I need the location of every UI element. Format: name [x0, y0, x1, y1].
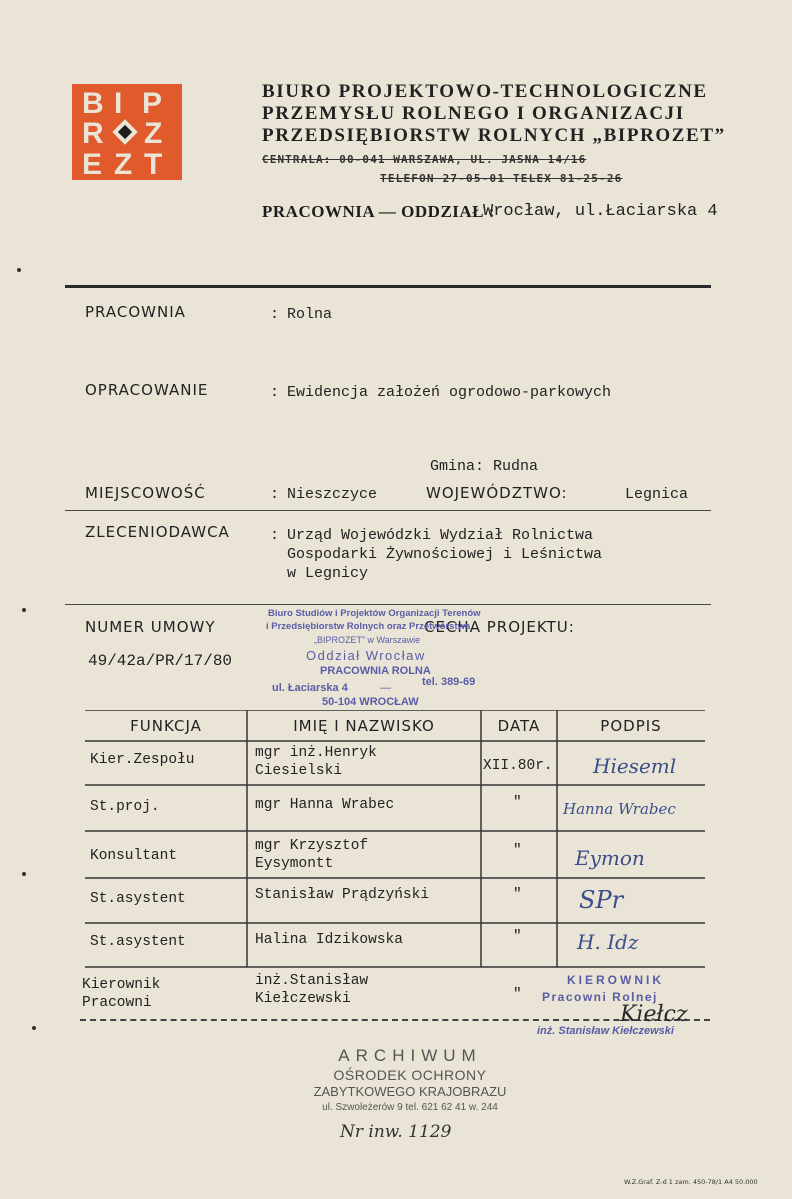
signature: SPr: [579, 886, 624, 914]
stamp-line: PRACOWNIA ROLNA: [320, 665, 431, 677]
kierownik-name: inż.Stanisław Kiełczewski: [255, 973, 369, 1007]
divider: [65, 285, 711, 288]
colon: :: [270, 384, 280, 401]
colon: :: [270, 306, 280, 323]
wojewodztwo-label: WOJEWÓDZTWO:: [426, 484, 568, 502]
stamp-line: Oddział Wrocław: [306, 648, 426, 663]
kierownik-stamp-name: inż. Stanisław Kiełczewski: [537, 1025, 674, 1037]
col-header-podpis: PODPIS: [600, 717, 662, 735]
col-header-funkcja: FUNKCJA: [130, 717, 202, 735]
stamp-line: —: [380, 682, 391, 694]
stamp-line: Biuro Studiów i Projektów Organizacji Terenów: [268, 608, 481, 619]
svg-text:T: T: [144, 148, 163, 180]
punch-dot: [22, 872, 26, 876]
stamp-line: i Przedsiębiorstw Rolnych oraz Przetwórstwa: [266, 621, 471, 632]
table-row-data: ": [513, 843, 522, 859]
staff-table: [85, 710, 705, 968]
table-row-data: ": [513, 887, 522, 903]
svg-text:P: P: [142, 87, 163, 120]
kierownik-signature: Kiełcz: [620, 1002, 688, 1027]
svg-text:Z: Z: [114, 148, 133, 180]
stamp-line: 50-104 WROCŁAW: [322, 696, 419, 708]
miejscowosc-label: MIEJSCOWOŚĆ: [85, 484, 206, 502]
svg-text:R: R: [82, 117, 104, 150]
table-row-funkcja: Konsultant: [90, 848, 178, 864]
branch-label: PRACOWNIA — ODDZIAŁ :: [262, 202, 495, 221]
zleceniodawca-line-2: Gospodarki Żywnościowej i Leśnictwa: [287, 546, 603, 563]
kierownik-label: Kierownik: [82, 977, 161, 993]
table-row-data: XII.80r.: [483, 758, 553, 774]
biprozet-logo: [72, 84, 182, 180]
opracowanie-value: Ewidencja założeń ogrodowo-parkowych: [287, 384, 612, 401]
umowa-label: NUMER UMOWY: [85, 618, 216, 636]
svg-text:Z: Z: [144, 117, 163, 150]
table-row-data: ": [513, 795, 522, 811]
pracownia-label: PRACOWNIA: [85, 303, 186, 321]
inventory-number: Nr inw. 1129: [340, 1122, 452, 1142]
colon: :: [270, 527, 280, 544]
kierownik-data: ": [513, 987, 522, 1003]
table-row-name: mgr inż.Henryk Ciesielski: [255, 745, 377, 779]
kierownik-label-2: Pracowni: [82, 995, 152, 1011]
col-header-name: IMIĘ I NAZWISKO: [293, 717, 435, 735]
svg-text:B: B: [82, 87, 104, 120]
table-row-funkcja: St.proj.: [90, 799, 160, 815]
signature: H. Idz: [577, 930, 639, 954]
header-line-3: PRZEDSIĘBIORSTW ROLNYCH „BIPROZET”: [262, 125, 726, 146]
archive-stamp: [300, 1046, 520, 1113]
colon: :: [270, 486, 280, 503]
gmina-value: Gmina: Rudna: [430, 458, 539, 475]
dashed-divider: [80, 1019, 710, 1021]
table-row-name: Halina Idzikowska: [255, 932, 403, 948]
svg-text:I: I: [114, 87, 123, 120]
archive-address: ul. Szwoleżerów 9 tel. 621 62 41 w. 244: [322, 1102, 498, 1113]
miejscowosc-value: Nieszczyce: [287, 486, 378, 503]
punch-dot: [22, 608, 26, 612]
table-row-name: mgr Hanna Wrabec: [255, 797, 395, 813]
office-stamp: [262, 606, 512, 710]
table-row-funkcja: St.asystent: [90, 891, 186, 907]
umowa-value: 49/42a/PR/17/80: [88, 652, 233, 670]
opracowanie-label: OPRACOWANIE: [85, 381, 209, 399]
table-row-funkcja: Kier.Zespołu: [90, 752, 195, 768]
print-footer: W.Z.Graf. Z-d 1 zam. 450-78/1 A4 50.000: [624, 1178, 758, 1186]
table-row-data: ": [513, 929, 522, 945]
divider: [65, 604, 711, 605]
archive-line: ZABYTKOWEGO KRAJOBRAZU: [313, 1084, 507, 1099]
punch-dot: [17, 268, 21, 272]
signature: Eymon: [575, 846, 645, 870]
stamp-line: ul. Łaciarska 4: [272, 682, 348, 694]
branch-value: Wrocław, ul.Łaciarska 4: [483, 202, 718, 221]
stamp-line: „BIPROZET” w Warszawie: [314, 635, 421, 645]
col-header-data: DATA: [497, 717, 541, 735]
signature: Hieseml: [593, 754, 677, 778]
svg-text:E: E: [82, 148, 103, 180]
signature: Hanna Wrabec: [563, 800, 676, 818]
header-line-1: BIURO PROJEKTOWO-TECHNOLOGICZNE: [262, 81, 708, 102]
stamp-line: tel. 389-69: [422, 676, 476, 688]
table-row-name: Stanisław Prądzyński: [255, 887, 430, 903]
cecha-label: CECHA PROJEKTU:: [424, 618, 575, 636]
table-row-funkcja: St.asystent: [90, 934, 186, 950]
kierownik-stamp: KIEROWNIK: [567, 973, 664, 987]
zleceniodawca-label: ZLECENIODAWCA: [85, 523, 230, 541]
struck-phone: TELEFON 27-05-01 TELEX 81-25-26: [380, 172, 623, 185]
struck-address: CENTRALA: 00-041 WARSZAWA, UL. JASNA 14/16: [262, 153, 587, 166]
divider: [65, 510, 711, 511]
zleceniodawca-line-1: Urząd Wojewódzki Wydział Rolnictwa: [287, 527, 594, 544]
pracownia-value: Rolna: [287, 306, 333, 323]
zleceniodawca-line-3: w Legnicy: [287, 565, 369, 582]
header-line-2: PRZEMYSŁU ROLNEGO I ORGANIZACJI: [262, 103, 685, 124]
punch-dot: [32, 1026, 36, 1030]
kierownik-stamp-line: Pracowni Rolnej: [542, 990, 658, 1004]
archive-line: OŚRODEK OCHRONY: [333, 1067, 487, 1083]
archive-title: ARCHIWUM: [338, 1046, 482, 1065]
wojewodztwo-value: Legnica: [625, 486, 689, 503]
table-row-name: mgr Krzysztof Eysymontt: [255, 838, 369, 872]
